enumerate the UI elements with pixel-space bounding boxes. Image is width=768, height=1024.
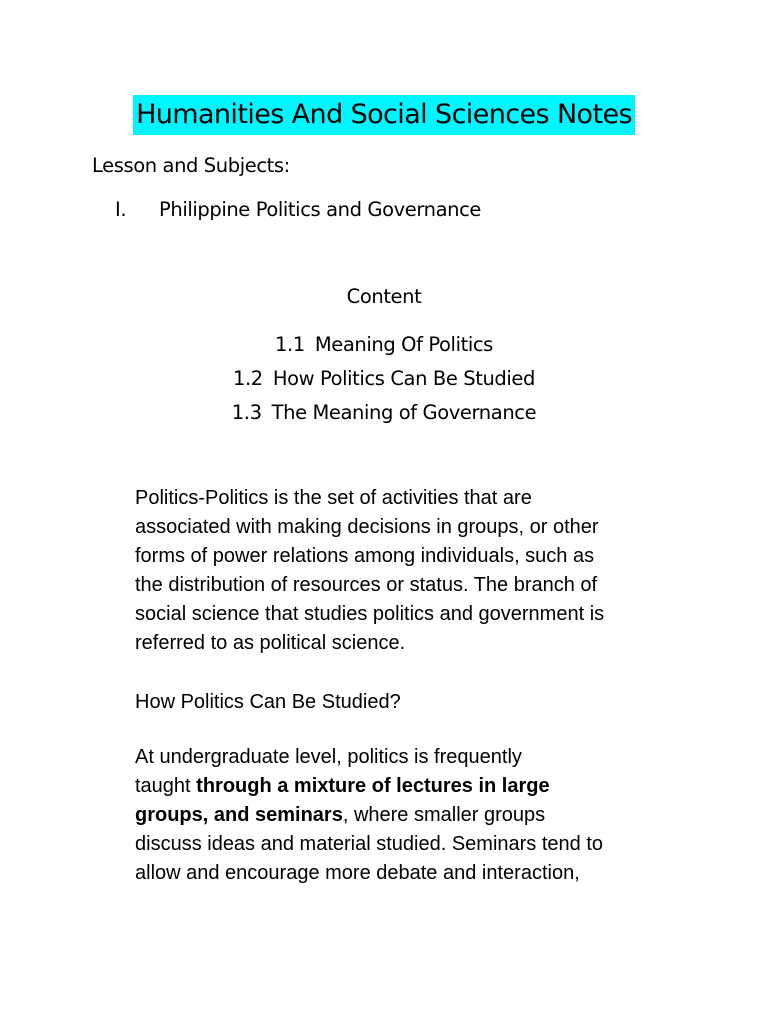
toc-item xyxy=(0,362,768,396)
toc-item xyxy=(0,396,768,430)
paragraph-line: forms of power relations among individuals, such as xyxy=(135,545,595,567)
paragraph-line: At undergraduate level, politics is frequently xyxy=(135,746,522,768)
document-title: Humanities And Social Sciences Notes xyxy=(133,95,635,135)
paragraph-line: associated with making decisions in groups, or other xyxy=(135,516,599,538)
title-container xyxy=(0,95,768,135)
plain-text: taught xyxy=(135,775,197,797)
toc-item-text: Meaning Of Politics xyxy=(314,333,493,356)
toc-item-number: 1.2 xyxy=(233,367,263,390)
paragraph-line: referred to as political science. xyxy=(135,632,406,654)
paragraph-line: the distribution of resources or status. The branch of xyxy=(135,574,598,596)
toc-item xyxy=(0,328,768,362)
paragraph-line: Politics-Politics is the set of activities that are xyxy=(135,487,532,509)
bold-text: groups, and seminars xyxy=(135,804,343,826)
politics-definition-paragraph xyxy=(135,484,695,658)
toc-item-text: The Meaning of Governance xyxy=(271,401,537,424)
table-of-contents xyxy=(0,328,768,430)
toc-item-text: How Politics Can Be Studied xyxy=(272,367,535,390)
plain-text: , where smaller groups xyxy=(342,804,546,826)
paragraph-line: allow and encourage more debate and interaction, xyxy=(135,862,580,884)
paragraph-line: social science that studies politics and government is xyxy=(135,603,605,625)
how-studied-paragraph xyxy=(135,743,695,888)
bold-text: through a mixture of lectures in large xyxy=(196,775,550,797)
subject-list-item xyxy=(115,196,481,224)
paragraph-line xyxy=(135,801,695,830)
paragraph-line xyxy=(135,772,695,801)
lesson-label: Lesson and Subjects: xyxy=(92,154,290,177)
subject-number: I. xyxy=(115,198,127,221)
paragraph-line: discuss ideas and material studied. Seminars tend to xyxy=(135,833,604,855)
subject-text: Philippine Politics and Governance xyxy=(159,198,481,221)
content-heading: Content xyxy=(346,285,422,308)
toc-item-number: 1.1 xyxy=(275,333,305,356)
toc-item-number: 1.3 xyxy=(231,401,262,424)
section-heading-how-studied: How Politics Can Be Studied? xyxy=(135,691,401,713)
